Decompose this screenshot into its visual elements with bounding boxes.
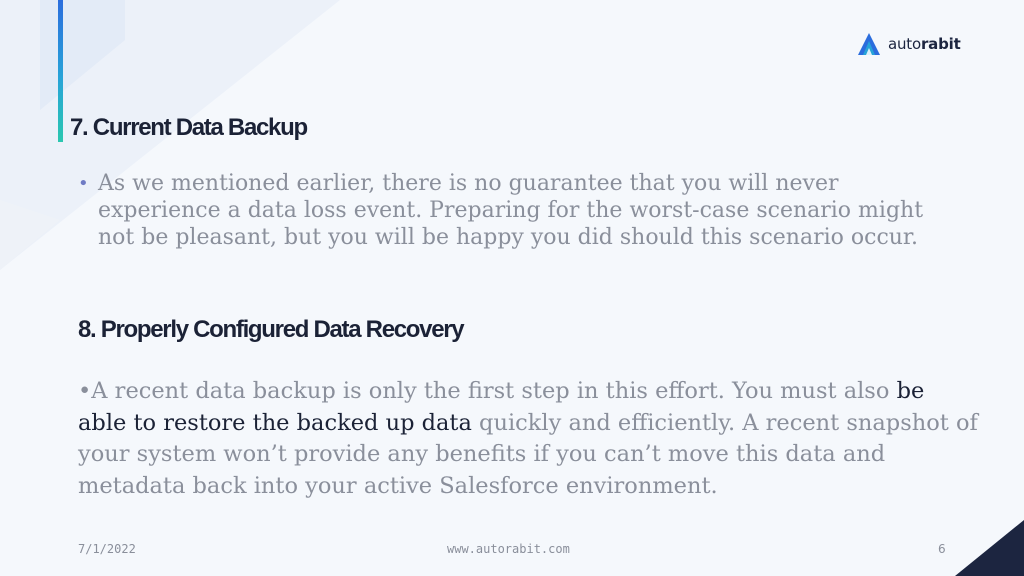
- corner-triangle: [955, 520, 1024, 576]
- footer-url: www.autorabit.com: [447, 542, 570, 556]
- section-7-bullet-text: As we mentioned earlier, there is no guarantee that you will never experience a data loss event. Preparing for the worst-case scenario might not be pleasant, but you will be happy you did should this scenario occur.: [98, 171, 924, 250]
- section-8-heading: 8. Properly Configured Data Recovery: [78, 316, 464, 343]
- logo-wordmark: autorabit: [888, 35, 961, 53]
- bullet-dot: •: [78, 378, 92, 404]
- bullet-dot: •: [78, 173, 89, 194]
- section-8-text-part1: A recent data backup is only the first step in this effort. You must also: [91, 378, 897, 404]
- section-7-heading: 7. Current Data Backup: [70, 114, 307, 141]
- autorabit-logo: [856, 30, 961, 58]
- accent-bar: [58, 0, 63, 142]
- section-7-bullet: [78, 170, 938, 251]
- section-8-emphasis: be able to restore the backed up data: [78, 378, 925, 436]
- page-number: 6: [938, 542, 946, 556]
- section-8-text-part2: quickly and efficiently. A recent snapshot of your system won’t provide any benefits if you can’t move this data and metadata back into your active Salesforce environment.: [78, 409, 978, 499]
- autorabit-logo-icon: [856, 31, 882, 57]
- section-8-bullet: [78, 376, 978, 502]
- footer-date: 7/1/2022: [78, 542, 136, 556]
